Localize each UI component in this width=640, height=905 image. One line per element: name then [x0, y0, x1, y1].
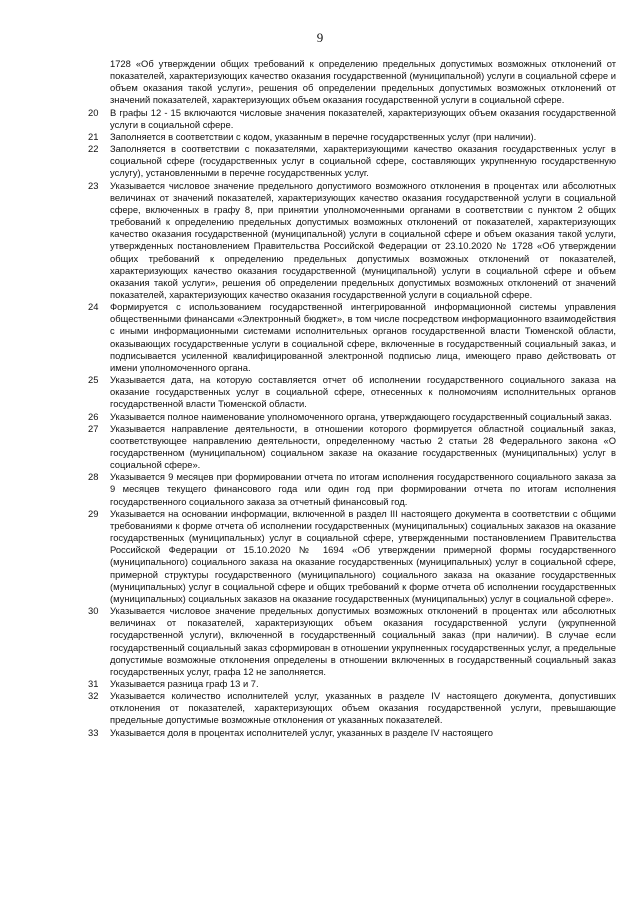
footnote-number: 24 [88, 301, 99, 313]
footnote-item [88, 727, 616, 739]
footnote-text: Указывается числовое значение предельных допустимых возможных отклонений в процентах или абсолютных величинах от показателей, характеризующих объем оказания государственной услуги (укрупненной государственной услуги), включенной в государственный социальный заказ (при наличии). В случае если государственный социальный заказ сформирован в отношении укрупненных государственных услуг, а предельные допустимые возможные отклонения определены в отношении включенных в государственный социальный заказ государственных услуг, графа 12 не заполняется. [110, 605, 616, 677]
footnote-continuation: 1728 «Об утверждении общих требований к определению предельных допустимых возможных отклонений от показателей, характеризующих качество оказания государственной (муниципальной) услуги в социальной сфере и объем оказания такой услуги», решения об определении предельных допустимых возможных отклонений от значений показателей, характеризующих объем оказания государственной услуги в социальной сфере. [110, 58, 616, 106]
footnote-item [88, 605, 616, 678]
footnote-item [88, 131, 616, 143]
footnote-text: Указывается 9 месяцев при формировании отчета по итогам исполнения государственного социального заказа за 9 месяцев текущего финансового года или один год при формировании отчета по итогам исполнения государственного социального заказа за отчетный финансовый год. [110, 471, 616, 507]
footnote-item [88, 508, 616, 605]
footnote-item [88, 678, 616, 690]
footnotes-body [88, 58, 616, 739]
footnote-item [88, 143, 616, 179]
footnote-item [88, 374, 616, 410]
footnote-number: 28 [88, 471, 99, 483]
footnote-text: В графы 12 - 15 включаются числовые значения показателей, характеризующих объем оказания государственной услуги в социальной сфере. [110, 106, 616, 130]
footnote-number: 30 [88, 605, 99, 617]
footnote-text: Формируется с использованием государственной интегрированной информационной системы управления общественными финансами «Электронный бюджет», в том числе посредством информационного взаимодействия с иными информационными системами исполнительных органов государственной власти Тюменской области, оказывающих государственные услуги в социальной сфере, включенные в государственный социальный заказ, и подписывается усиленной квалифицированной электронной подписью лица, имеющего право действовать от имени уполномоченного органа. [110, 301, 616, 373]
footnote-text: Указывается доля в процентах исполнителей услуг, указанных в разделе IV настоящего [110, 726, 493, 738]
footnote-text: Указывается дата, на которую составляется отчет об исполнении государственного социального заказа на оказание государственных услуг в социальной сфере, отнесенных к полномочиям исполнительных органов государственной власти Тюменской области. [110, 374, 616, 410]
footnote-number: 29 [88, 507, 99, 519]
footnote-item [88, 180, 616, 302]
footnote-list [88, 107, 616, 739]
footnote-text: Указывается количество исполнителей услуг, указанных в разделе IV настоящего документа, допустивших отклонения от показателей, характеризующих объем оказания государственной услуги, превышающие предельные допустимые возможные отклонения от указанных показателей. [110, 690, 616, 726]
footnote-number: 27 [88, 422, 99, 434]
footnote-number: 25 [88, 374, 99, 386]
footnote-item [88, 690, 616, 726]
footnote-item [88, 301, 616, 374]
footnote-number: 32 [88, 690, 99, 702]
footnote-text: Указывается разница граф 13 и 7. [110, 677, 259, 689]
footnote-item [88, 411, 616, 423]
page-number: 9 [316, 30, 324, 45]
footnote-text: Указывается полное наименование уполномоченного органа, утверждающего государственный социальный заказ. [110, 410, 612, 422]
footnote-text: Заполняется в соответствии с показателями, характеризующими качество оказания государственных услуг в социальной сфере (государственных услуг в социальной сфере, составляющих укрупненную государственную услугу), установленными в перечне государственных услуг. [110, 143, 616, 179]
footnote-item [88, 107, 616, 131]
footnote-item [88, 423, 616, 472]
footnote-text: Указывается на основании информации, включенной в раздел III настоящего документа в соответствии с общими требованиями к форме отчета об исполнении государственных (муниципальных) социальных заказов на оказание государственных (муниципальных) услуг в социальной сфере, утвержденными постановлением Правительства Российской Федерации от 15.10.2020 № 1694 «Об утверждении примерной формы государственного (муниципального) социального заказа на оказание государственных (муниципальных) услуг в социальной сфере, примерной структуры государственного (муниципального) социального заказа на оказание государственных (муниципальных) услуг в социальной сфере и общих требований к форме отчета об исполнении государственных (муниципальных) социальных заказов на оказание государственных (муниципальных) услуг в социальной сфере». [110, 507, 616, 604]
footnote-number: 23 [88, 179, 99, 191]
footnote-number: 31 [88, 677, 99, 689]
footnote-number: 22 [88, 143, 99, 155]
footnote-number: 33 [88, 726, 99, 738]
footnote-text: Заполняется в соответствии с кодом, указанным в перечне государственных услуг (при наличии). [110, 130, 537, 142]
footnote-number: 20 [88, 106, 99, 118]
footnote-text: Указывается направление деятельности, в отношении которого формируется областной социальный заказ, соответствующее направлению деятельности, определенному частью 2 статьи 28 Федерального закона «О государственном (муниципальном) социальном заказе на оказание государственных (муниципальных) услуг в социальной сфере». [110, 422, 616, 471]
footnote-number: 26 [88, 410, 99, 422]
footnote-item [88, 471, 616, 507]
footnote-text: Указывается числовое значение предельного допустимого возможного отклонения в процентах или абсолютных величинах от значений показателей, характеризующих качество оказания государственной услуги в социальной сфере, включенных в графу 8, при принятии уполномоченными органами в соответствии с пунктом 2 общих требований к определению предельных допустимых возможных отклонений от показателей, характеризующих качество оказания государственной (муниципальной) услуги в социальной сфере и объем оказания такой услуги, утвержденных постановлением Правительства Российской Федерации от 23.10.2020 № 1728 «Об утверждении общих требований к определению предельных допустимых возможных отклонений от показателей, характеризующих качество оказания государственной (муниципальной) услуги в социальной сфере и объем оказания такой услуги», решения об определении предельных допустимых возможных отклонений от значений показателей, характеризующих качество оказания государственной услуги в социальной сфере. [110, 179, 616, 300]
footnote-number: 21 [88, 130, 99, 142]
